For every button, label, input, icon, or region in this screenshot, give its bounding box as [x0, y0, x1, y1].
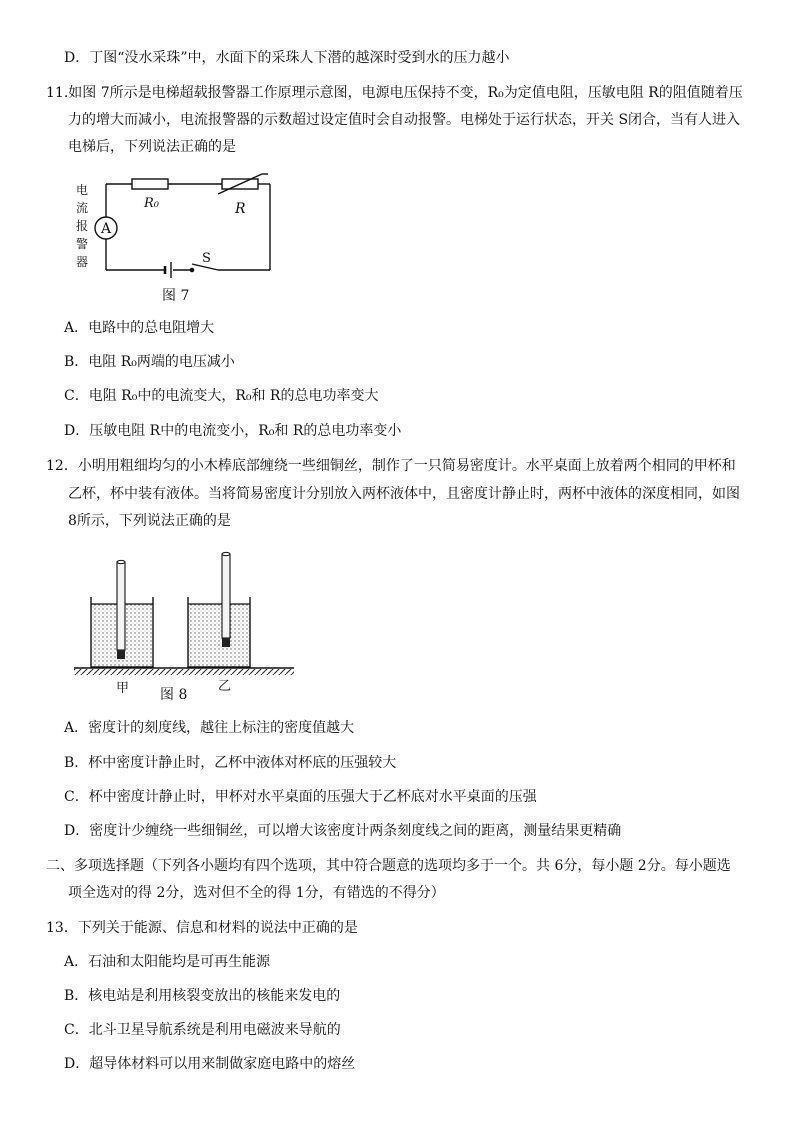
q11-option-b: B．电阻 R₀两端的电压减小 — [64, 354, 235, 370]
q12-stem-line-2: 乙杯，杯中装有液体。当将简易密度计分别放入两杯液体中，且密度计静止时，两杯中液体的深度相同，如图 — [68, 486, 740, 502]
device-label-char: 流 — [76, 201, 89, 215]
q11-stem-line-2: 力的增大而减小，电流报警器的示数超过设定值时会自动报警。电梯处于运行状态，开关 S闭合，当有人进入 — [68, 112, 741, 128]
q10-option-d: D．丁图“没水采珠”中，水面下的采珠人下潜的越深时受到水的压力越小 — [64, 50, 510, 66]
figure-8-density-meters — [70, 548, 300, 708]
q12-stem-line-3: 8所示，下列说法正确的是 — [68, 513, 231, 529]
q13-option-b: B．核电站是利用核裂变放出的核能来发电的 — [64, 988, 341, 1004]
figure-7-caption: 图 7 — [162, 288, 190, 304]
q12-option-a: A．密度计的刻度线，越往上标注的密度值越大 — [64, 720, 355, 736]
densimeter-b — [222, 554, 230, 638]
cup-b-label: 乙 — [218, 679, 232, 694]
device-label-char: 警 — [76, 237, 89, 251]
q13-stem: 13．下列关于能源、信息和材料的说法中正确的是 — [46, 920, 358, 936]
r-label: R — [235, 201, 246, 217]
q11-option-d: D．压敏电阻 R中的电流变小，R₀和 R的总电功率变小 — [64, 423, 402, 439]
ammeter-label: A — [100, 221, 112, 237]
switch-label: S — [202, 251, 211, 266]
r0-resistor — [132, 179, 168, 189]
q12-option-d: D．密度计少缠绕一些细铜丝，可以增大该密度计两条刻度线之间的距离，测量结果更精确 — [64, 823, 622, 839]
figure-8-caption: 图 8 — [160, 687, 188, 703]
q12-option-c: C．杯中密度计静止时，甲杯对水平桌面的压强大于乙杯底对水平桌面的压强 — [64, 789, 537, 805]
r0-label: R₀ — [144, 196, 159, 211]
figure-7-circuit — [70, 170, 290, 310]
q13-option-c: C．北斗卫星导航系统是利用电磁波来导航的 — [64, 1022, 341, 1038]
q11-option-a: A．电路中的总电阻增大 — [64, 320, 215, 336]
q12-option-b: B．杯中密度计静止时，乙杯中液体对杯底的压强较大 — [64, 755, 397, 771]
q11-stem-line-3: 电梯后，下列说法正确的是 — [68, 139, 236, 155]
q13-option-a: A．石油和太阳能均是可再生能源 — [64, 954, 271, 970]
device-label-char: 器 — [76, 255, 89, 269]
cup-a-label: 甲 — [116, 681, 130, 696]
q13-option-d: D．超导体材料可以用来制做家庭电路中的熔丝 — [64, 1056, 356, 1072]
q11-option-c: C．电阻 R₀中的电流变大，R₀和 R的总电功率变大 — [64, 388, 379, 404]
q12-stem-line-1: 12．小明用粗细均匀的小木棒底部缠绕一些细铜丝，制作了一只简易密度计。水平桌面上放着两个相同的甲杯和 — [46, 458, 736, 474]
device-label-char: 报 — [76, 219, 89, 233]
cup-b-liquid — [188, 604, 250, 667]
section-2-heading-cont: 项全选对的得 2分，选对但不全的得 1分，有错选的不得分） — [68, 885, 445, 901]
device-label-char: 电 — [76, 183, 89, 197]
q11-stem-line-1: 11.如图 7所示是电梯超载报警器工作原理示意图，电源电压保持不变，R₀为定值电阻，压敏电阻 R的阻值随着压 — [46, 85, 743, 101]
densimeter-a — [117, 562, 125, 650]
section-2-heading: 二、多项选择题（下列各小题均有四个选项，其中符合题意的选项均多于一个。共 6分，每小题 2分。每小题选 — [46, 858, 731, 874]
